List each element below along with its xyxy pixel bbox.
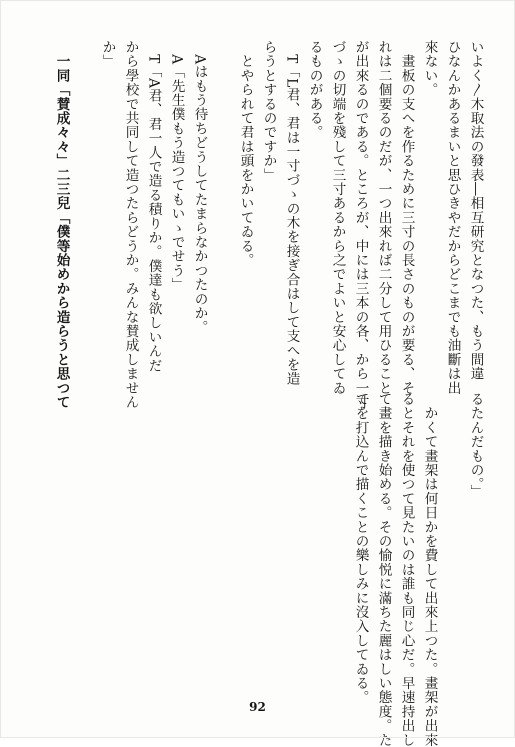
text-column: るものがある。 [306, 40, 323, 140]
text-column: か」 [99, 40, 116, 69]
text-column: らうとするのですか」 [260, 40, 277, 182]
text-column: T「L君、君は一寸づゝの木を接ぎ合はして支へを造 [283, 40, 300, 386]
text-column: が出來るのである。ところが、中には三本の各、から一寸 [352, 40, 369, 410]
text-column: るとそれを使つて見たいのは誰も同じ心だ。早速持出し [398, 392, 415, 747]
text-column: かくて畫架は何日かを費して出來上つた。畫架が出來 [421, 392, 438, 747]
page-number: 92 [249, 700, 266, 714]
text-column: ひなんかあるまいと思ひきやだからどこまでも油斷は出 [444, 40, 461, 395]
text-column: いよく〳木取法の發表―相互研究となつた、もう間違 [467, 40, 484, 381]
text-column: て畫を描き始める。その愉悦に滿ちた麗はしい態度。た [375, 392, 392, 747]
text-column: てを打込んで描くことの樂しみに沒入してゐる。 [352, 392, 369, 705]
text-column: T「A君、君一人で造る積りか。僕達も欲しいんだ [145, 40, 162, 373]
text-column: るたんだもの。」 [467, 392, 484, 499]
text-column: 一同「賛成々々」二三兒「僕等始めから造らうと思つて [53, 40, 70, 410]
text-column: 來ない。 [421, 40, 438, 97]
text-column: づゝの切端を殘して三寸あるから之でよいと安心してゐ [329, 40, 346, 395]
text-column: A「先生僕もう造つてもいゝでせう」 [168, 40, 185, 292]
text-column: Aはもう待ちどうしてたまらなかつたのか。 [191, 40, 208, 335]
text-column: とやられて君は頭をかいてゐる。 [237, 40, 254, 268]
text-column: れは二個要るのだが、一つ出來れば二分して用ひること [375, 40, 392, 395]
text-column: 畫板の支へを作るために三寸の長さのものが要る、そ [398, 40, 415, 395]
text-column: から學校で共同して造つたらどうか。みんな賛成しません [122, 40, 139, 410]
